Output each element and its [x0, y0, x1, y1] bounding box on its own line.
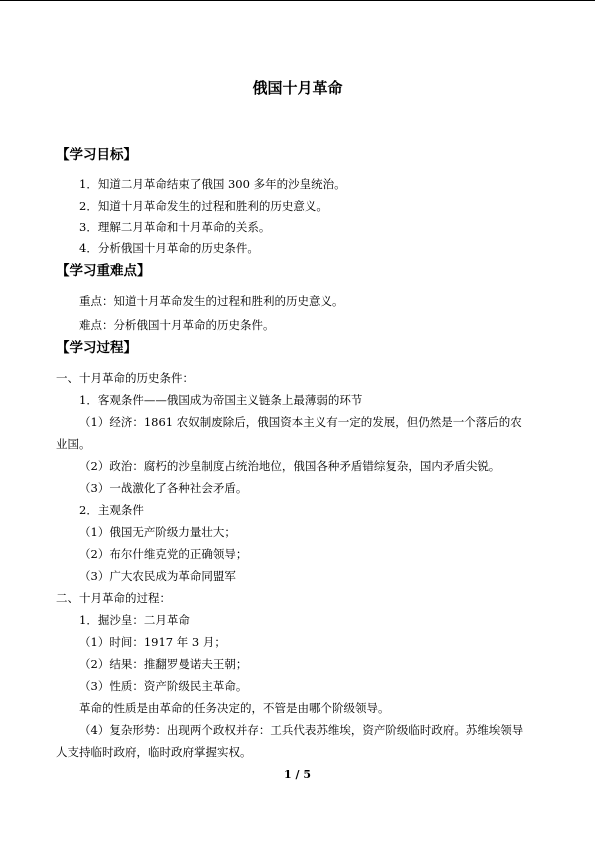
subjective-item-2: （2）布尔什维克党的正确领导；: [79, 547, 248, 561]
politics-line: （2）政治：腐朽的沙皇制度占统治地位，俄国各种矛盾错综复杂，国内矛盾尖锐。: [79, 459, 501, 473]
process-heading: 【学习过程】: [56, 340, 137, 356]
objectives-heading: 【学习目标】: [56, 147, 137, 163]
complex-situation-line-2: 人支持临时政府，临时政府掌握实权。: [56, 745, 252, 759]
complex-situation-line-1: （4）复杂形势：出现两个政权并存：工兵代表苏维埃，资产阶级临时政府。苏维埃领导: [79, 723, 524, 737]
key-point-difficulty: 难点：分析俄国十月革命的历史条件。: [79, 318, 275, 332]
objective-item-4: 4．分析俄国十月革命的历史条件。: [79, 241, 259, 255]
key-point-focus: 重点：知道十月革命发生的过程和胜利的历史意义。: [79, 294, 344, 308]
key-points-heading: 【学习重难点】: [56, 263, 151, 279]
revolution-nature-note: 革命的性质是由革命的任务决定的，不管是由哪个阶级领导。: [79, 701, 390, 715]
war-line: （3）一战激化了各种社会矛盾。: [79, 481, 248, 495]
objective-item-1: 1．知道二月革命结束了俄国 300 多年的沙皇统治。: [79, 177, 346, 191]
page-title: 俄国十月革命: [252, 79, 343, 97]
february-revolution-title: 1．掘沙皇：二月革命: [79, 613, 190, 627]
february-item-time: （1）时间：1917 年 3 月；: [79, 635, 226, 649]
page-number: 1 / 5: [284, 768, 311, 781]
subjective-item-3: （3）广大农民成为革命同盟军: [79, 569, 236, 583]
february-item-nature: （3）性质：资产阶级民主革命。: [79, 679, 248, 693]
subjective-item-1: （1）俄国无产阶级力量壮大；: [79, 525, 236, 539]
objective-item-2: 2．知道十月革命发生的过程和胜利的历史意义。: [79, 199, 328, 213]
objective-condition-title: 1．客观条件——俄国成为帝国主义链条上最薄弱的环节: [79, 393, 363, 407]
top-rule: [0, 0, 595, 1]
objective-item-3: 3．理解二月革命和十月革命的关系。: [79, 220, 271, 234]
part1-title: 一、十月革命的历史条件：: [56, 371, 194, 385]
subjective-condition-title: 2．主观条件: [79, 503, 144, 517]
part2-title: 二、十月革命的过程：: [56, 591, 171, 605]
economy-line-1: （1）经济：1861 农奴制废除后，俄国资本主义有一定的发展，但仍然是一个落后的农: [79, 415, 522, 429]
economy-line-2: 业国。: [56, 437, 91, 451]
february-item-result: （2）结果：推翻罗曼诺夫王朝；: [79, 657, 248, 671]
